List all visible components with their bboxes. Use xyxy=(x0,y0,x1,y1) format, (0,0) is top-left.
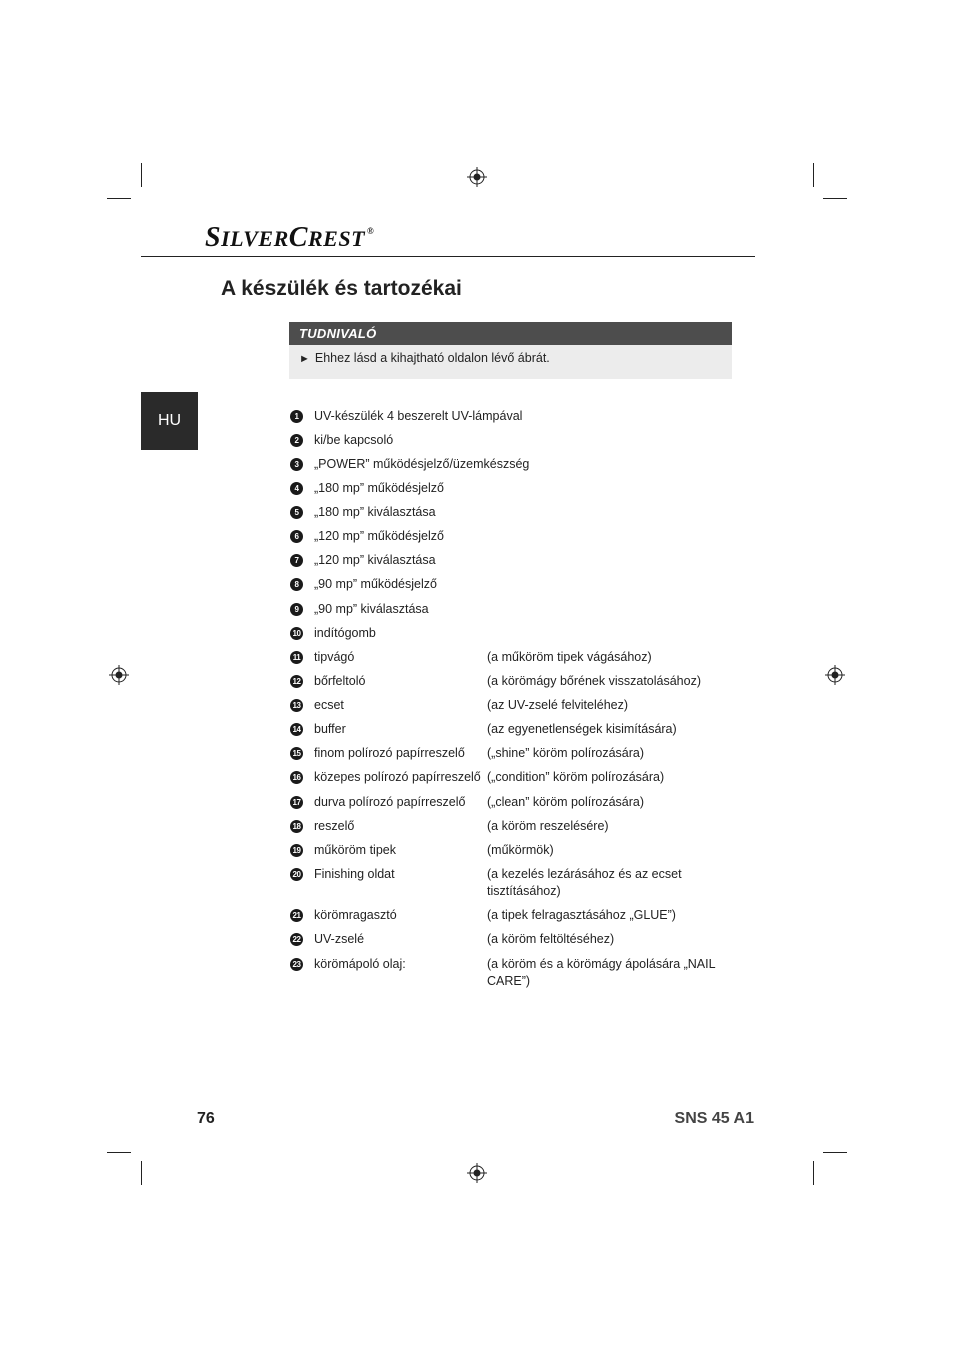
page-number: 76 xyxy=(197,1110,215,1127)
item-number: 13 xyxy=(290,699,303,712)
logo-letter: C xyxy=(288,222,308,253)
crop-mark xyxy=(141,163,142,187)
item-name: „POWER” működésjelző/üzemkészség xyxy=(314,457,530,471)
item-name: közepes polírozó papírreszelő xyxy=(314,770,481,784)
item-number: 6 xyxy=(290,530,303,543)
item-number: 20 xyxy=(290,868,303,881)
item-name: ki/be kapcsoló xyxy=(314,433,394,447)
item-name: UV-zselé xyxy=(314,932,365,946)
logo-text: REST xyxy=(307,226,366,251)
crop-mark xyxy=(107,198,131,199)
item-number: 19 xyxy=(290,844,303,857)
item-number: 21 xyxy=(290,909,303,922)
item-name: körömragasztó xyxy=(314,908,397,922)
item-description: (a köröm feltöltéséhez) xyxy=(487,932,615,946)
item-description: („shine” köröm polírozására) xyxy=(487,746,644,760)
crop-mark xyxy=(813,163,814,187)
brand-logo xyxy=(205,222,374,254)
item-number: 3 xyxy=(290,458,303,471)
registration-mark-icon xyxy=(109,665,129,685)
crop-mark xyxy=(823,1152,847,1153)
logo-text: ILVER xyxy=(221,226,289,251)
language-tab: HU xyxy=(141,392,198,450)
item-name: UV-készülék 4 beszerelt UV-lámpával xyxy=(314,409,523,423)
item-number: 14 xyxy=(290,723,303,736)
item-name: műköröm tipek xyxy=(314,843,396,857)
item-description: (a köröm reszelésére) xyxy=(487,819,609,833)
item-name: finom polírozó papírreszelő xyxy=(314,746,465,760)
item-name: körömápoló olaj: xyxy=(314,957,406,971)
item-description: (az UV-zselé felviteléhez) xyxy=(487,698,629,712)
registration-mark-icon xyxy=(467,167,487,187)
item-number: 7 xyxy=(290,554,303,567)
item-description: (a körömágy bőrének visszatolásához) xyxy=(487,674,701,688)
item-name: „120 mp” kiválasztása xyxy=(314,553,436,567)
item-number: 16 xyxy=(290,771,303,784)
item-name: „90 mp” működésjelző xyxy=(314,577,437,591)
note-text: Ehhez lásd a kihajtható oldalon lévő ábrát. xyxy=(314,351,550,365)
item-name: Finishing oldat xyxy=(314,867,395,881)
item-number: 23 xyxy=(290,958,303,971)
item-name: indítógomb xyxy=(314,626,376,640)
item-number: 12 xyxy=(290,675,303,688)
item-number: 17 xyxy=(290,796,303,809)
item-description: (a tipek felragasztásához „GLUE”) xyxy=(487,908,676,922)
item-name: „180 mp” működésjelző xyxy=(314,481,444,495)
crop-mark xyxy=(107,1152,131,1153)
note-body xyxy=(289,345,732,379)
item-name: reszelő xyxy=(314,819,355,833)
item-name: buffer xyxy=(314,722,346,736)
item-number: 15 xyxy=(290,747,303,760)
page-title: A készülék és tartozékai xyxy=(221,277,462,300)
item-description: („clean” köröm polírozására) xyxy=(487,795,644,809)
item-number: 1 xyxy=(290,410,303,423)
item-name: „90 mp” kiválasztása xyxy=(314,602,429,616)
note-box xyxy=(289,322,732,379)
item-number: 2 xyxy=(290,434,303,447)
item-name: „120 mp” működésjelző xyxy=(314,529,444,543)
registration-mark-icon xyxy=(825,665,845,685)
item-number: 9 xyxy=(290,603,303,616)
item-number: 11 xyxy=(290,651,303,664)
item-name: durva polírozó papírreszelő xyxy=(314,795,466,809)
model-number: SNS 45 A1 xyxy=(674,1110,754,1127)
item-description: (az egyenetlenségek kisimítására) xyxy=(487,722,677,736)
item-description: (a köröm és a körömágy ápolására „NAIL CARE”) xyxy=(487,957,716,988)
item-name: „180 mp” kiválasztása xyxy=(314,505,436,519)
item-name: bőrfeltoló xyxy=(314,674,366,688)
crop-mark xyxy=(141,1161,142,1185)
item-description: („condition” köröm polírozására) xyxy=(487,770,665,784)
item-name: ecset xyxy=(314,698,344,712)
item-name: tipvágó xyxy=(314,650,355,664)
arrow-right-icon: ► xyxy=(299,353,310,365)
item-number: 4 xyxy=(290,482,303,495)
header-rule xyxy=(141,256,755,257)
note-heading: TUDNIVALÓ xyxy=(289,322,732,345)
crop-mark xyxy=(813,1161,814,1185)
item-number: 22 xyxy=(290,933,303,946)
item-description: (a kezelés lezárásához és az ecset tisztításához) xyxy=(487,867,682,898)
item-number: 5 xyxy=(290,506,303,519)
crop-mark xyxy=(823,198,847,199)
item-number: 10 xyxy=(290,627,303,640)
item-number: 18 xyxy=(290,820,303,833)
registered-mark: ® xyxy=(367,226,375,236)
registration-mark-icon xyxy=(467,1163,487,1183)
item-description: (a műköröm tipek vágásához) xyxy=(487,650,652,664)
item-description: (műkörmök) xyxy=(487,843,554,857)
logo-letter: S xyxy=(205,222,222,253)
item-number: 8 xyxy=(290,578,303,591)
